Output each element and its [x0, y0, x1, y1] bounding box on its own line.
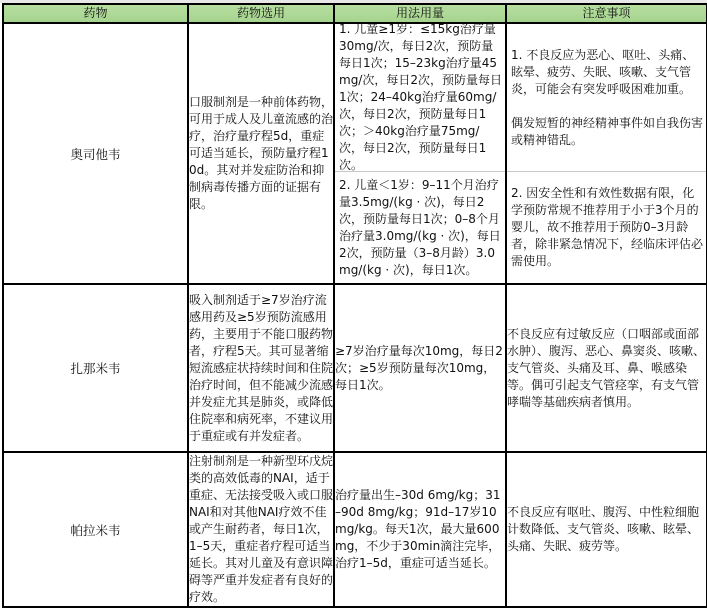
- note-adverse-reactions: 1. 不良反应为恶心、呕吐、头痛、眩晕、疲劳、失眠、咳嗽、支气管炎，可能会有突发呼吸困难加重。: [511, 47, 695, 96]
- drug-name: 奥司他韦: [3, 23, 188, 284]
- header-notes: 注意事项: [506, 4, 707, 23]
- table-row: [3, 284, 707, 452]
- drug-notes: 不良反应有过敏反应（口咽部或面部水肿）、腹泻、恶心、鼻窦炎、咳嗽、支气管炎、头痛及耳、鼻、喉感染等。偶可引起支气管痉挛，有支气管哮喘等基础疾病者慎用。: [506, 284, 707, 452]
- drug-dosage: ≥7岁治疗量每次10mg，每日2次；≥5岁预防量每次10mg，每日1次。: [334, 284, 506, 452]
- dosage-cell: [334, 23, 506, 284]
- table-row: [3, 23, 707, 284]
- dosage-child-under-1: 2. 儿童＜1岁：9–11个月治疗量3.5mg/(kg · 次)，每日2次，预防量每日1次；0–8个月治疗量3.0mg/(kg · 次)，每日2次，预防量（3–8月龄）3.0mg/(kg · 次)，每日1次。: [339, 177, 501, 277]
- drug-selection: 口服制剂是一种前体药物，可用于成人及儿童流感的治疗，治疗量疗程5d，重症可适当延长，预防量疗程10d。其对并发症防治和抑制病毒传播方面的证据有限。: [188, 23, 334, 284]
- dosage-child-over-1: 1. 儿童≥1岁：≤15kg治疗量30mg/次，每日2次，预防量每日1次；15–23kg治疗量45mg/次，每日2次，预防量每日1次；24–40kg治疗量60mg/次，每日2次，预防量每日1次；＞40kg治疗量75mg/次，每日2次，预防量每日1次。: [339, 22, 502, 172]
- drug-selection: 注射制剂是一种新型环戊烷类的高效低毒的NAI，适于重症、无法接受吸入或口服NAI和对其他NAI疗效不佳或产生耐药者，每日1次，1–5天，重症者疗程可适当延长。其对儿童及有意识障碍等严重并发症者有良好的疗效。: [188, 452, 334, 607]
- drug-selection: 吸入制剂适于≥7岁治疗流感用药及≥5岁预防流感用药，主要用于不能口服药物者，疗程5天。其可显著缩短流感症状持续时间和住院治疗时间，但不能减少流感并发症尤其是肺炎，或降低住院率和病死率，不建议用于重症或有并发症者。: [188, 284, 334, 452]
- note-infant-limitation: 2. 因安全性和有效性数据有限，化学预防常规不推荐用于小于3个月的婴儿，故不推荐用于预防0–3月龄者，除非紧急情况下，经临床评估必需使用。: [511, 186, 704, 268]
- notes-cell: [506, 23, 707, 284]
- header-drug: 药物: [3, 4, 188, 23]
- drug-name: 帕拉米韦: [3, 452, 188, 607]
- header-selection: 药物选用: [188, 4, 334, 23]
- note-neuropsychiatric: 偶发短暂的神经精神事件如自我伤害或精神错乱。: [511, 115, 704, 147]
- drug-notes: 不良反应有呕吐、腹泻、中性粒细胞计数降低、支气管炎、咳嗽、眩晕、头痛、失眠、疲劳等。: [506, 452, 707, 607]
- header-dosage: 用法用量: [334, 4, 506, 23]
- table-row: [3, 452, 707, 607]
- drug-dosage: 治疗量出生–30d 6mg/kg；31–90d 8mg/kg；91d–17岁10mg/kg。每天1次，最大量600mg，不少于30min滴注完毕，治疗1–5d，重症可适当延长。: [334, 452, 506, 607]
- drug-name: 扎那米韦: [3, 284, 188, 452]
- drug-table: [2, 3, 707, 608]
